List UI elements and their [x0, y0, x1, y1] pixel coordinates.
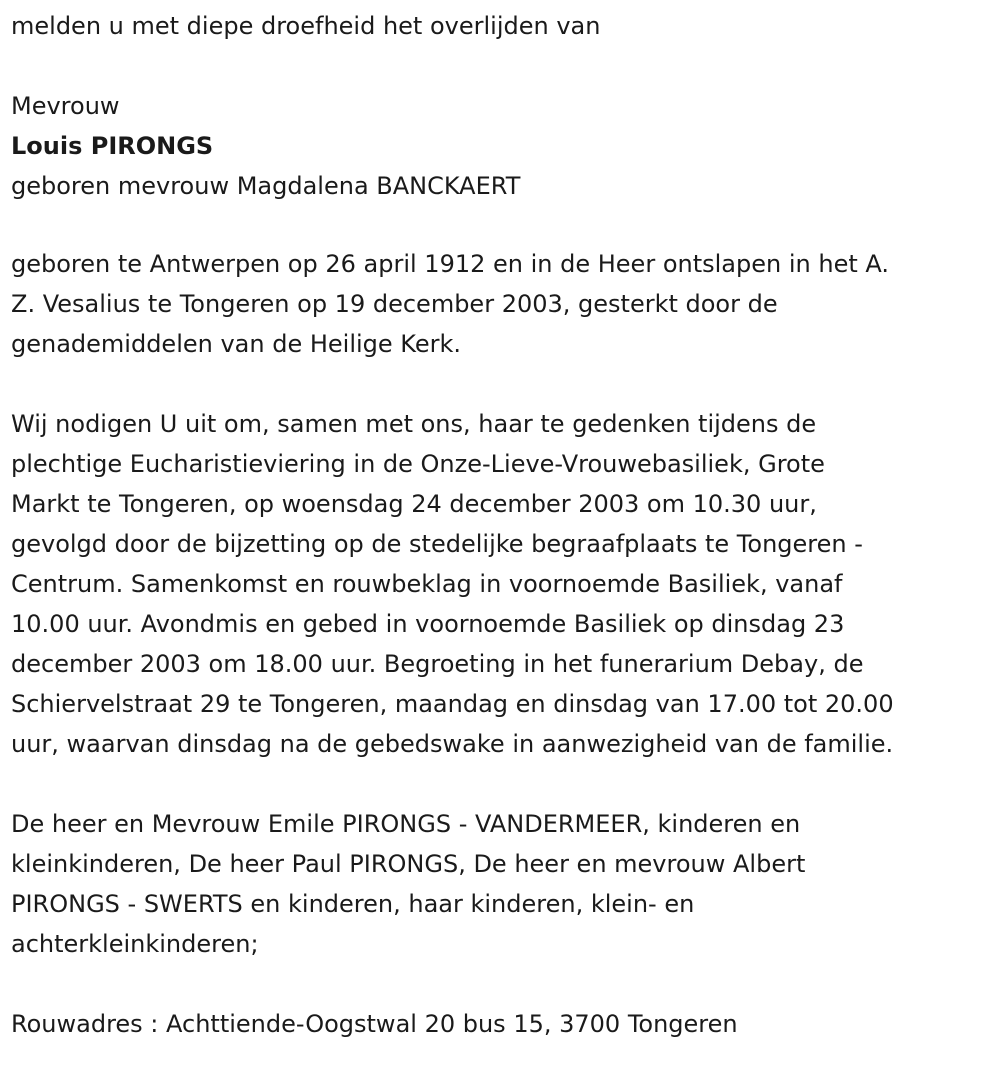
paragraph-line: Z. Vesalius te Tongeren op 19 december 2003, gesterkt door de	[11, 290, 778, 318]
paragraph-line: geboren te Antwerpen op 26 april 1912 en in de Heer ontslapen in het A.	[11, 250, 889, 278]
paragraph-line: Centrum. Samenkomst en rouwbeklag in voornoemde Basiliek, vanaf	[11, 570, 843, 598]
spacer	[11, 964, 986, 1004]
paragraph-line: december 2003 om 18.00 uur. Begroeting in het funerarium Debay, de	[11, 650, 864, 678]
born-as: geboren mevrouw Magdalena BANCKAERT	[11, 172, 521, 200]
paragraph-line: Wij nodigen U uit om, samen met ons, haar te gedenken tijdens de	[11, 410, 817, 438]
paragraph-line: genademiddelen van de Heilige Kerk.	[11, 330, 461, 358]
family-paragraph	[11, 804, 986, 964]
deceased-name: Louis PIRONGS	[11, 132, 214, 160]
paragraph-line: Schiervelstraat 29 te Tongeren, maandag en dinsdag van 17.00 tot 20.00	[11, 690, 894, 718]
mourning-address: Rouwadres : Achttiende-Oogstwal 20 bus 15, 3700 Tongeren	[11, 1010, 738, 1038]
invitation-paragraph	[11, 404, 986, 764]
spacer	[11, 46, 986, 86]
paragraph-line: kleinkinderen, De heer Paul PIRONGS, De heer en mevrouw Albert	[11, 850, 806, 878]
paragraph-line: 10.00 uur. Avondmis en gebed in voornoemde Basiliek op dinsdag 23	[11, 610, 845, 638]
paragraph-line: uur, waarvan dinsdag na de gebedswake in aanwezigheid van de familie.	[11, 730, 894, 758]
spacer	[11, 764, 986, 804]
spacer	[11, 206, 986, 244]
paragraph-line: achterkleinkinderen;	[11, 930, 259, 958]
paragraph-line: De heer en Mevrouw Emile PIRONGS - VANDERMEER, kinderen en	[11, 810, 801, 838]
obituary-document	[11, 6, 986, 1044]
intro-text: melden u met diepe droefheid het overlijden van	[11, 12, 601, 40]
paragraph-line: Markt te Tongeren, op woensdag 24 december 2003 om 10.30 uur,	[11, 490, 817, 518]
salutation: Mevrouw	[11, 92, 120, 120]
paragraph-line: PIRONGS - SWERTS en kinderen, haar kinderen, klein- en	[11, 890, 695, 918]
paragraph-line: gevolgd door de bijzetting op de stedelijke begraafplaats te Tongeren -	[11, 530, 863, 558]
paragraph-line: plechtige Eucharistieviering in de Onze-Lieve-Vrouwebasiliek, Grote	[11, 450, 825, 478]
spacer	[11, 364, 986, 404]
birth-death-paragraph	[11, 244, 986, 364]
